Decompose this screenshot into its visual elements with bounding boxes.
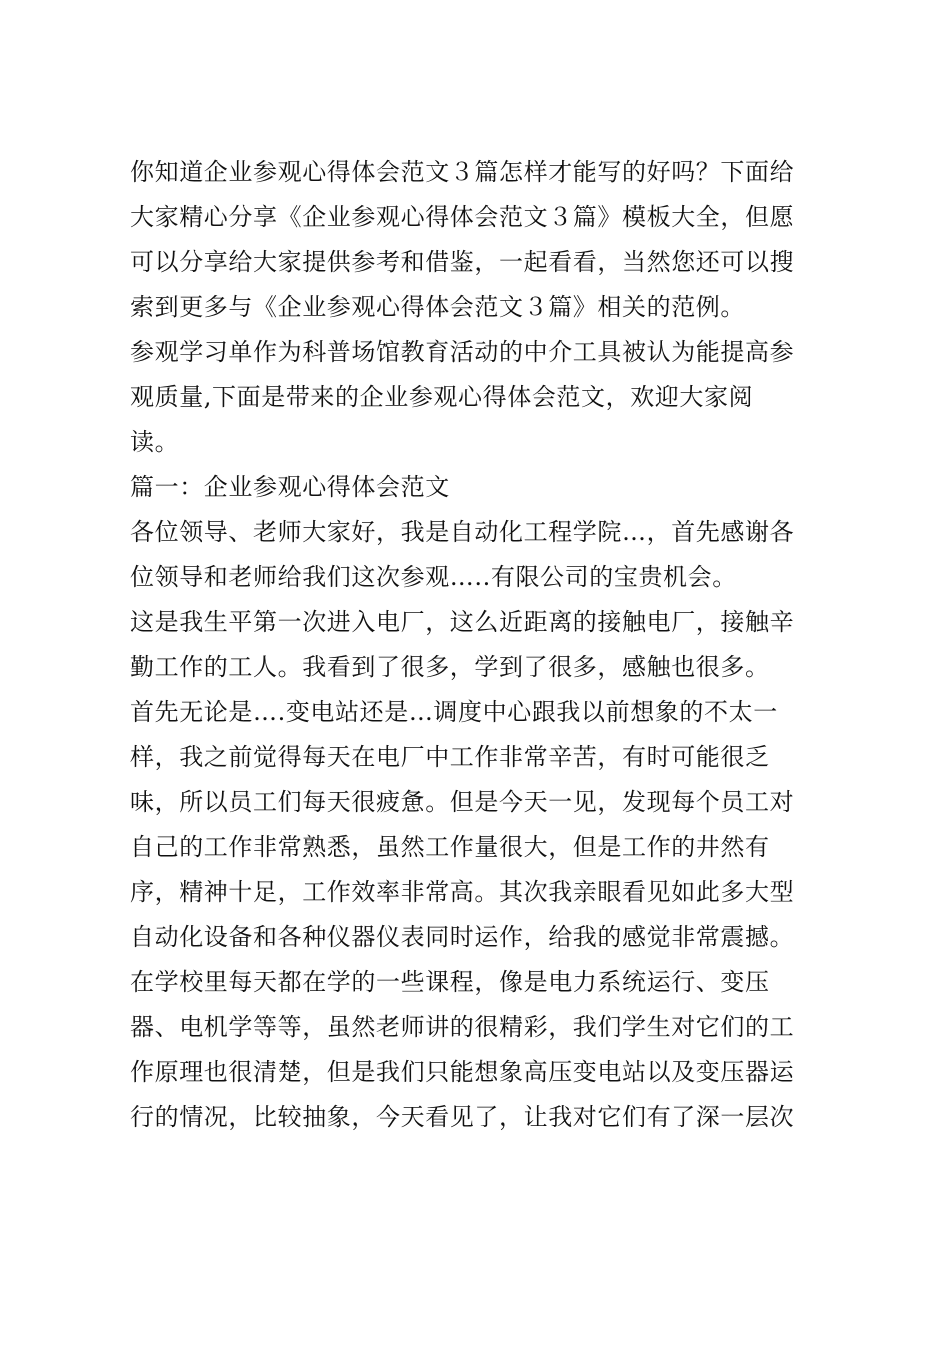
text-line: 序，精神十足，工作效率非常高。其次我亲眼看见如此多大型 bbox=[130, 878, 795, 906]
text-line: 自动化设备和各种仪器仪表同时运作，给我的感觉非常震撼。 bbox=[130, 923, 795, 951]
text-line: 首先无论是….变电站还是…调度中心跟我以前想象的不太一 bbox=[130, 698, 778, 726]
text-line: 读。 bbox=[130, 428, 180, 456]
text-line: 你知道企业参观心得体会范文３篇怎样才能写的好吗？下面给 bbox=[130, 158, 795, 186]
text-line: 索到更多与《企业参观心得体会范文３篇》相关的范例。 bbox=[130, 293, 745, 321]
document-body bbox=[130, 150, 830, 1140]
text-line: 自己的工作非常熟悉，虽然工作量很大，但是工作的井然有 bbox=[130, 833, 770, 861]
section-heading: 篇一：企业参观心得体会范文 bbox=[130, 473, 450, 501]
text-line: 勤工作的工人。我看到了很多，学到了很多，感触也很多。 bbox=[130, 653, 770, 681]
text-line: 在学校里每天都在学的一些课程，像是电力系统运行、变压 bbox=[130, 968, 770, 996]
text-line: 观质量,下面是带来的企业参观心得体会范文，欢迎大家阅 bbox=[130, 383, 754, 411]
text-line: 作原理也很清楚，但是我们只能想象高压变电站以及变压器运 bbox=[130, 1058, 795, 1086]
text-line: 这是我生平第一次进入电厂，这么近距离的接触电厂，接触辛 bbox=[130, 608, 795, 636]
text-line: 参观学习单作为科普场馆教育活动的中介工具被认为能提高参 bbox=[130, 338, 795, 366]
text-line: 各位领导、老师大家好，我是自动化工程学院…，首先感谢各 bbox=[130, 518, 795, 546]
text-line: 可以分享给大家提供参考和借鉴，一起看看，当然您还可以搜 bbox=[130, 248, 795, 276]
text-line: 样，我之前觉得每天在电厂中工作非常辛苦，有时可能很乏 bbox=[130, 743, 770, 771]
text-line: 味，所以员工们每天很疲惫。但是今天一见，发现每个员工对 bbox=[130, 788, 795, 816]
text-line: 位领导和老师给我们这次参观…..有限公司的宝贵机会。 bbox=[130, 563, 737, 591]
text-line: 器、电机学等等，虽然老师讲的很精彩，我们学生对它们的工 bbox=[130, 1013, 795, 1041]
text-line: 大家精心分享《企业参观心得体会范文３篇》模板大全，但愿 bbox=[130, 203, 795, 231]
text-line: 行的情况，比较抽象，今天看见了，让我对它们有了深一层次 bbox=[130, 1103, 795, 1131]
